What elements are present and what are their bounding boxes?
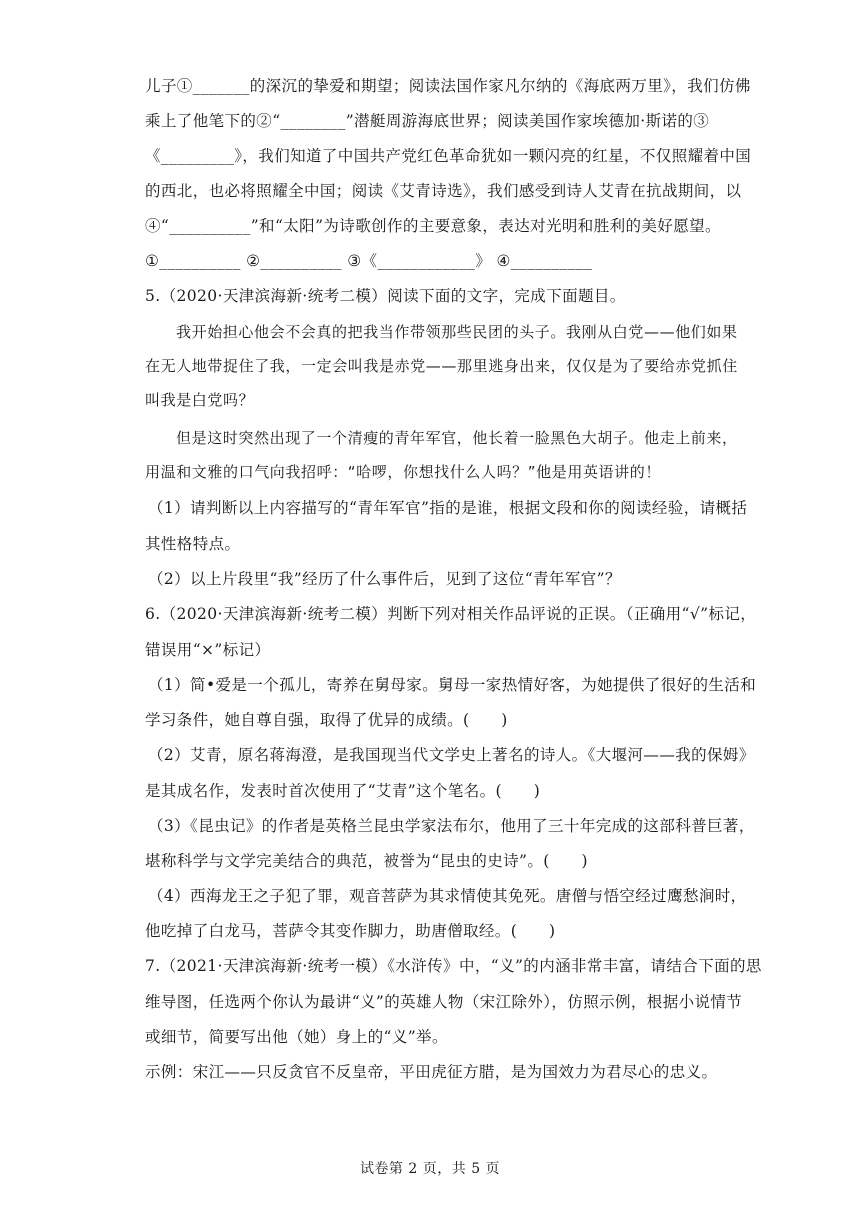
- question-6-3-cont: 堪称科学与文学完美结合的典范，被誉为“昆虫的史诗”。( ): [145, 852, 588, 870]
- question-5-heading: 5.（2020·天津滨海新·统考二模）阅读下面的文字，完成下面题目。: [145, 287, 626, 305]
- question-5-1-cont: 其性格特点。: [145, 535, 241, 553]
- question-6-3: （3）《昆虫记》的作者是英格兰昆虫学家法布尔，他用了三十年完成的这部科普巨著，: [148, 817, 755, 835]
- text-line: ④“__________”和“太阳”为诗歌创作的主要意象，表达对光明和胜利的美好愿望。: [145, 217, 721, 235]
- passage-line: 叫我是白党吗？: [145, 391, 255, 409]
- question-6-1: （1）简•爱是一个孤儿，寄养在舅母家。舅母一家热情好客，为她提供了很好的生活和: [148, 676, 757, 694]
- passage-line: 在无人地带捉住了我，一定会叫我是赤党——那里逃身出来，仅仅是为了要给赤党抓住: [145, 357, 738, 375]
- passage-line: 用温和文雅的口气向我招呼：“哈啰，你想找什么人吗？”他是用英语讲的！: [145, 463, 661, 481]
- question-6-4: （4）西海龙王之子犯了罪，观音菩萨为其求情使其免死。唐僧与悟空经过鹰愁涧时，: [148, 887, 747, 905]
- question-6-2: （2）艾青，原名蒋海澄，是我国现当代文学史上著名的诗人。《大堰河——我的保姆》: [148, 746, 755, 764]
- question-6-2-cont: 是其成名作，发表时首次使用了“艾青”这个笔名。( ): [145, 782, 541, 800]
- question-7-heading: 7.（2021·天津滨海新·统考一模）《水浒传》中，“义”的内涵非常丰富，请结合下面的思: [145, 957, 762, 975]
- question-5-2: （2）以上片段里“我”经历了什么事件后，见到了这位“青年军官”？: [148, 570, 621, 588]
- passage-line: 但是这时突然出现了一个清瘦的青年军官，他长着一脸黑色大胡子。他走上前来，: [176, 429, 738, 447]
- text-line: 《_________》，我们知道了中国共产党红色革命犹如一颗闪亮的红星，不仅照耀着中国: [145, 147, 752, 165]
- question-7-heading-cont: 或细节，简要写出他（她）身上的“义”举。: [145, 1028, 448, 1046]
- text-line: 儿子①_______的深沉的挚爱和期望；阅读法国作家凡尔纳的《海底两万里》，我们仿佛: [145, 77, 751, 95]
- text-line: 乘上了他笔下的②“________”潜艇周游海底世界；阅读美国作家埃德加·斯诺的③: [145, 112, 710, 130]
- question-6-heading-cont: 错误用“×”标记）: [145, 641, 271, 659]
- page-footer: 试卷第 2 页，共 5 页: [359, 1161, 501, 1177]
- passage-line: 我开始担心他会不会真的把我当作带领那些民团的头子。我刚从白党——他们如果: [176, 323, 738, 341]
- example-line: 示例：宋江——只反贪官不反皇帝，平田虎征方腊，是为国效力为君尽心的忠义。: [145, 1063, 718, 1081]
- question-7-heading-cont: 维导图，任选两个你认为最讲“义”的英雄人物（宋江除外），仿照示例，根据小说情节: [145, 993, 743, 1011]
- question-6-heading: 6.（2020·天津滨海新·统考二模）判断下列对相关作品评说的正误。（正确用“√”标记，: [145, 605, 757, 623]
- question-6-4-cont: 他吃掉了白龙马，菩萨令其变作脚力，助唐僧取经。( ): [145, 922, 556, 940]
- question-6-1-cont: 学习条件，她自尊自强，取得了优异的成绩。( ): [145, 711, 508, 729]
- answer-blanks-line: ①__________ ②__________ ③《____________》 ④__________: [145, 252, 593, 270]
- question-5-1: （1）请判断以上内容描写的“青年军官”指的是谁，根据文段和你的阅读经验，请概括: [148, 499, 748, 517]
- text-line: 的西北，也必将照耀全中国；阅读《艾青诗选》，我们感受到诗人艾青在抗战期间，以: [145, 182, 742, 200]
